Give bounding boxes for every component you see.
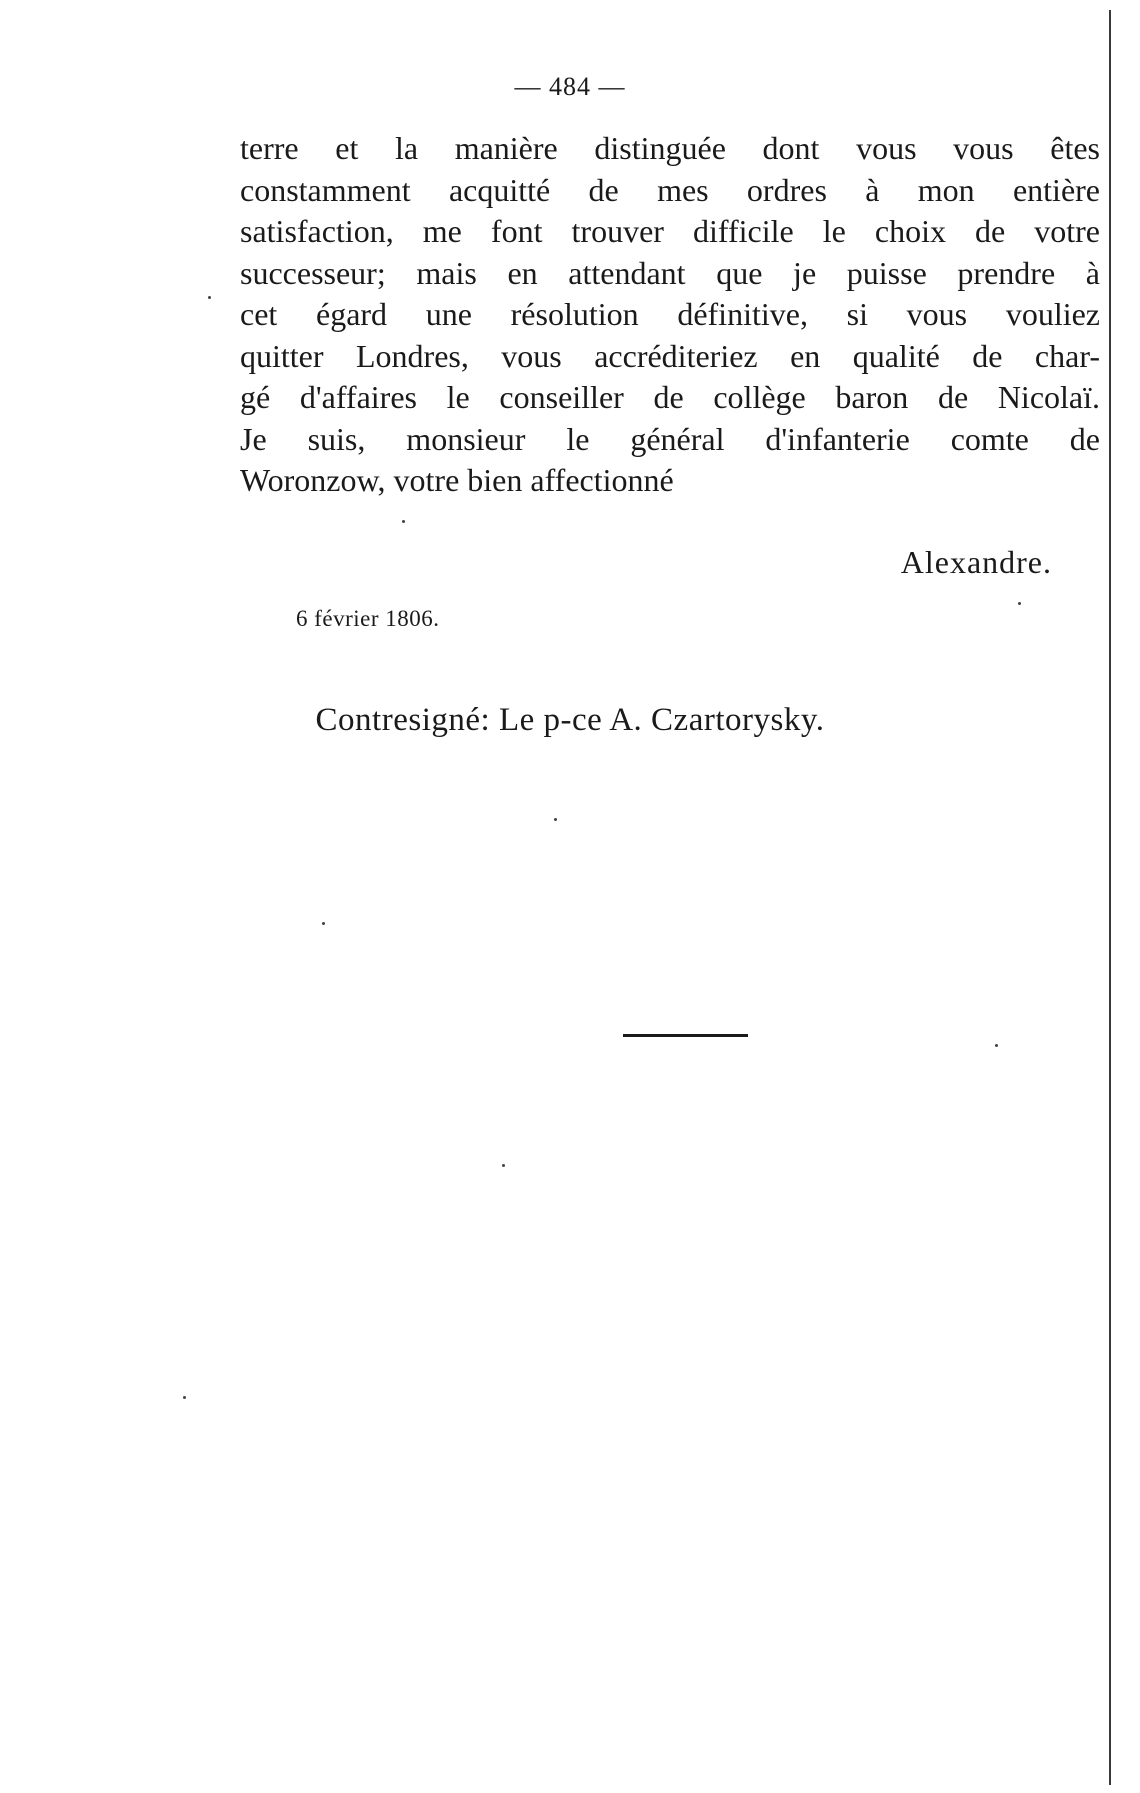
body-line: Je suis, monsieur le général d'infanterie comte de bbox=[240, 420, 1100, 457]
print-speck bbox=[502, 1164, 505, 1167]
print-speck bbox=[322, 922, 325, 925]
body-line: constamment acquitté de mes ordres à mon entière bbox=[240, 171, 1100, 208]
signature: Alexandre. bbox=[900, 544, 1052, 580]
print-speck bbox=[995, 1044, 998, 1047]
body-line: Woronzow, votre bien affectionné bbox=[240, 462, 674, 498]
print-speck bbox=[208, 296, 211, 299]
page-number: — 484 — bbox=[514, 72, 626, 101]
letter-date: 6 février 1806. bbox=[296, 606, 440, 631]
body-line: cet égard une résolution définitive, si vous vouliez bbox=[240, 296, 1100, 332]
print-speck bbox=[183, 1396, 186, 1399]
letter-body bbox=[240, 128, 1100, 502]
print-speck bbox=[554, 818, 557, 821]
body-line: quitter Londres, vous accréditeriez en qualité de char- bbox=[240, 337, 1100, 374]
body-line: terre et la manière distinguée dont vous vous êtes bbox=[240, 130, 1100, 166]
print-speck bbox=[1018, 602, 1021, 605]
body-line: gé d'affaires le conseiller de collège baron de Nicolaï. bbox=[240, 379, 1100, 415]
countersignature: Contresigné: Le p-ce A. Czartorysky. bbox=[315, 702, 825, 738]
page-edge-line bbox=[1109, 10, 1111, 1785]
body-line: satisfaction, me font trouver difficile le choix de votre bbox=[240, 213, 1100, 249]
section-end-rule bbox=[623, 1034, 748, 1037]
print-speck bbox=[402, 520, 405, 523]
body-line: successeur; mais en attendant que je puisse prendre à bbox=[240, 254, 1100, 291]
